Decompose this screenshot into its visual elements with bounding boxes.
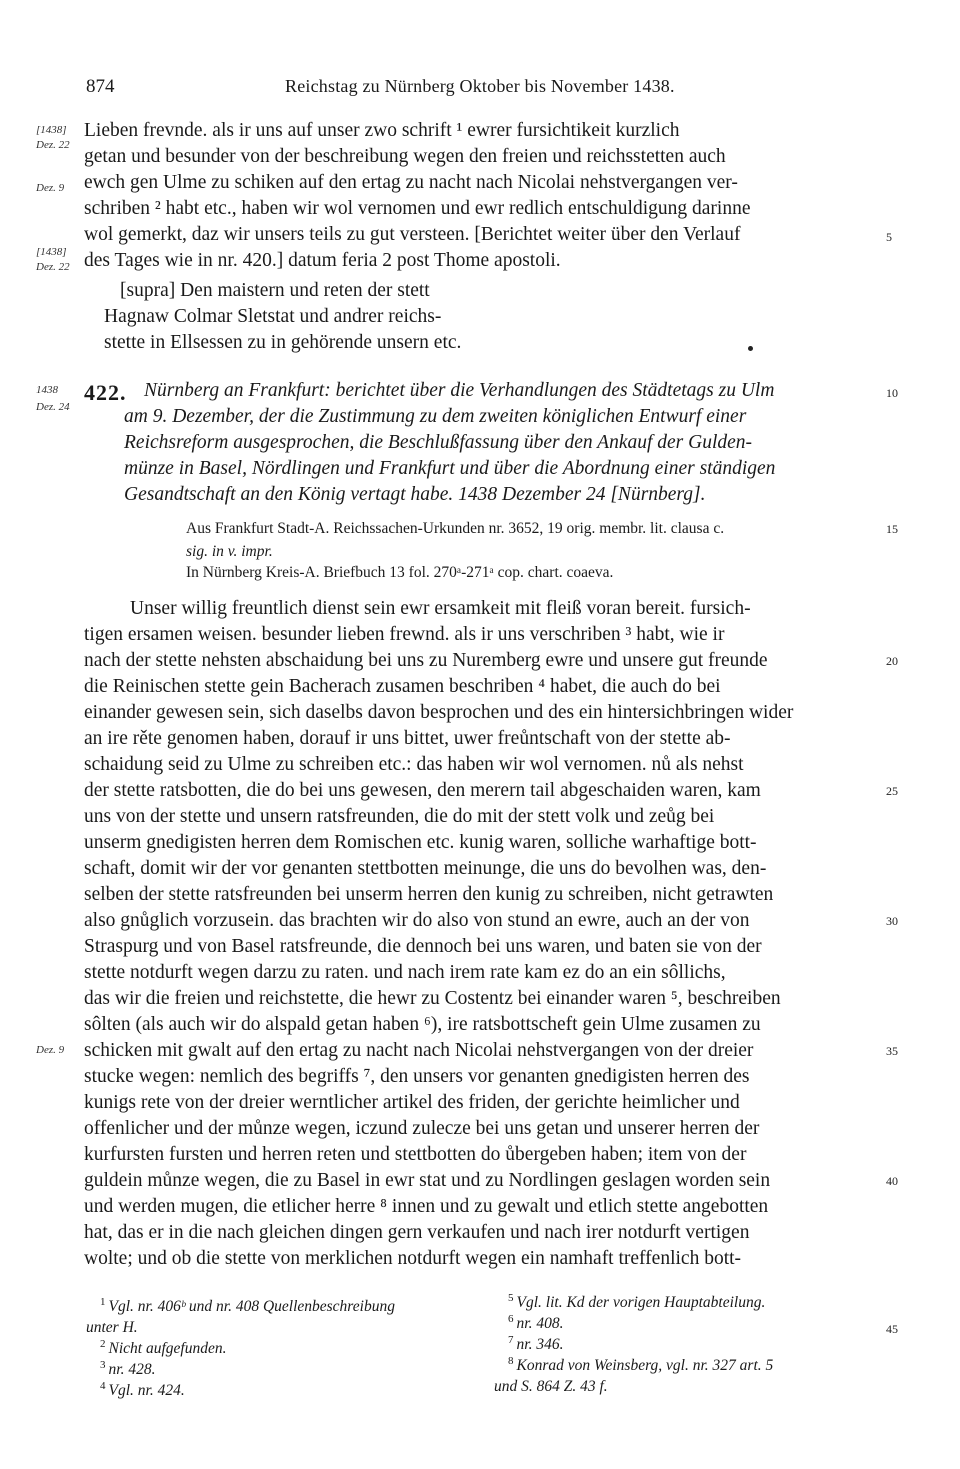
- text-line: hat, das er in die nach gleichen dingen gern verkaufen und nach irer notdurft vertigen: [84, 1222, 750, 1243]
- address-line: stette in Ellsessen zu in gehörende unsern etc.: [104, 332, 462, 353]
- summary-line: am 9. Dezember, der die Zustimmung zu dem zweiten königlichen Entwurf einer: [124, 406, 747, 427]
- footnote: [508, 1334, 563, 1357]
- footnote: [100, 1359, 155, 1382]
- source-line: sig. in v. impr.: [186, 543, 273, 560]
- text-line: schriben ² habt etc., haben wir wol vernomen und ewr redlich entschuldigung darinne: [84, 198, 751, 219]
- text-line: selben der stette ratsfreunden bei unserm herren den kunig zu schreiben, nicht getrawten: [84, 884, 774, 905]
- footnote-continuation: und S. 864 Z. 43 f.: [494, 1378, 608, 1395]
- footnote-mark: 3: [100, 1359, 106, 1371]
- footnote-text: Konrad von Weinsberg, vgl. nr. 327 art. 5: [516, 1357, 774, 1374]
- text-line: Lieben frevnde. als ir uns auf unser zwo schrift ¹ ewrer fursichtikeit kurzlich: [84, 120, 680, 141]
- text-line: der stette ratsbotten, die do bei uns gewesen, den merern tail abgeschaiden waren, kam: [84, 780, 761, 801]
- line-number: 40: [886, 1174, 898, 1188]
- margin-date-day: Dez. 22: [36, 261, 70, 273]
- footnote-text: nr. 408.: [516, 1315, 564, 1332]
- line-number: 20: [886, 654, 898, 668]
- text-line: und werden mugen, die etlicher herre ⁸ innen und zu gewalt und etlich stette angebotten: [84, 1196, 769, 1217]
- ink-spot: [748, 346, 753, 351]
- summary-line: Nürnberg an Frankfurt: berichtet über die Verhandlungen des Städtetags zu Ulm: [144, 380, 775, 401]
- text-line: schaft, domit wir der vor genanten stettbotten meinunge, die uns do bevolhen was, den-: [84, 858, 767, 879]
- line-number: 45: [886, 1322, 898, 1336]
- margin-date-year: [1438]: [36, 246, 67, 258]
- margin-date-day: Dez. 9: [36, 182, 65, 194]
- document-number: 422.: [84, 380, 127, 405]
- text-line: das wir die freien und reichstette, die hewr zu Costentz bei einander waren ⁵, beschreiben: [84, 988, 781, 1009]
- margin-date-year: 1438: [36, 384, 58, 396]
- text-line: also gnůglich vorzusein. das brachten wir do also von stund an ewre, auch an der von: [84, 910, 750, 931]
- text-line: an ire rěte genomen haben, dorauf ir uns bittet, uwer freůntschaft von der stette ab-: [84, 728, 731, 749]
- text-line: die Reinischen stette gein Bacherach zusamen beschriben ⁴ habet, die auch do bei: [84, 676, 721, 697]
- text-line: kurfursten fursten und herren reten und stettbotten do ůbergeben haben; item von der: [84, 1144, 747, 1165]
- footnote-mark: 8: [508, 1355, 514, 1367]
- text-line: des Tages wie in nr. 420.] datum feria 2 post Thome apostoli.: [84, 250, 561, 271]
- text-line: Unser willig freuntlich dienst sein ewr ersamkeit mit fleiß voran bereit. fursich-: [130, 598, 751, 619]
- text-line: schicken mit gwalt auf den ertag zu nacht nach Nicolai nehstvergangen von der dreier: [84, 1040, 754, 1061]
- text-line: uns von der stette und unsern ratsfreunden, die do mit der stett volk und zeůg bei: [84, 806, 715, 827]
- text-line: Straspurg und von Basel ratsfreunde, die dennoch bei uns waren, und baten sie von der: [84, 936, 762, 957]
- text-line: offenlicher und der můnze wegen, iczund zulecze bei uns getan und unserer herren der: [84, 1118, 760, 1139]
- footnote: [100, 1296, 395, 1319]
- text-line: wolte; und ob die stette von merklichen notdurft wegen ein namhaft treffenlich bott-: [84, 1248, 742, 1269]
- text-line: stette notdurft wegen darzu zu raten. und nach irem rate kam ez do an ein sôllichs,: [84, 962, 726, 983]
- margin-date-year: [1438]: [36, 124, 67, 136]
- text-line: kunigs rete von der dreier werntlicher artikel des friden, der gerichte heimlicher und: [84, 1092, 740, 1113]
- line-number: 5: [886, 230, 892, 244]
- footnote-text: Nicht aufgefunden.: [108, 1340, 227, 1357]
- page-number: 874: [86, 76, 115, 97]
- text-line: unserm gnedigisten herren dem Romischen etc. kunig waren, solliche warhaftige bott-: [84, 832, 757, 853]
- line-number: 25: [886, 784, 898, 798]
- footnote-continuation: unter H.: [86, 1319, 138, 1336]
- footnote-text: Vgl. nr. 406ᵇ und nr. 408 Quellenbeschreibung: [108, 1298, 395, 1315]
- footnote-text: Vgl. nr. 424.: [108, 1382, 185, 1399]
- footnote: [508, 1292, 765, 1315]
- text-line: getan und besunder von der beschreibung wegen den freien und reichsstetten auch: [84, 146, 726, 167]
- footnote-mark: 7: [508, 1334, 514, 1346]
- footnote-mark: 1: [100, 1296, 106, 1308]
- text-line: tigen ersamen weisen. besunder lieben frewnd. als ir uns verschriben ³ habt, wie ir: [84, 624, 725, 645]
- footnote: [100, 1338, 226, 1361]
- margin-date-day: Dez. 22: [36, 139, 70, 151]
- address-line: [supra] Den maistern und reten der stett: [120, 280, 430, 301]
- text-line: guldein můnze wegen, die zu Basel in ewr stat und zu Nordlingen geslagen worden sein: [84, 1170, 771, 1191]
- footnote: [100, 1380, 185, 1403]
- footnote-text: nr. 428.: [108, 1361, 156, 1378]
- margin-date-day: Dez. 24: [36, 401, 70, 413]
- footnote: [508, 1313, 563, 1336]
- running-title: Reichstag zu Nürnberg Oktober bis November 1438.: [285, 76, 675, 96]
- text-line: einander gewesen sein, sich daselbs davon besprochen und des ein hintersichbringen wider: [84, 702, 794, 723]
- text-line: ewch gen Ulme zu schiken auf den ertag zu nacht nach Nicolai nehstvergangen ver-: [84, 172, 738, 193]
- line-number: 10: [886, 386, 898, 400]
- line-number: 15: [886, 522, 898, 536]
- address-line: Hagnaw Colmar Sletstat und andrer reichs-: [104, 306, 442, 327]
- source-line: Aus Frankfurt Stadt-A. Reichssachen-Urkunden nr. 3652, 19 orig. membr. lit. clausa c.: [186, 520, 725, 537]
- line-number: 35: [886, 1044, 898, 1058]
- summary-line: münze in Basel, Nördlingen und Frankfurt und über die Abordnung einer ständigen: [124, 458, 776, 479]
- summary-line: Reichsreform ausgesprochen, die Beschlußfassung über den Ankauf der Gulden-: [124, 432, 753, 453]
- margin-date-day: Dez. 9: [36, 1044, 65, 1056]
- footnote-text: Vgl. lit. Kd der vorigen Hauptabteilung.: [516, 1294, 766, 1311]
- text-line: wol gemerkt, daz wir unsers teils zu gut versteen. [Berichtet weiter über den Verlauf: [84, 224, 741, 245]
- text-line: schaidung seid zu Ulme zu schreiben etc.: das haben wir wol vernomen. nů als nehst: [84, 754, 744, 775]
- text-line: stucke wegen: nemlich des begriffs ⁷, den unsers vor genanten gnedigisten herren des: [84, 1066, 750, 1087]
- footnote-mark: 2: [100, 1338, 106, 1350]
- text-line: sôlten (als auch wir do alspald getan haben ⁶), ire ratsbottscheft gein Ulme zusamen zu: [84, 1014, 761, 1035]
- footnote: [508, 1355, 773, 1378]
- footnote-mark: 4: [100, 1380, 106, 1392]
- text-line: nach der stette nehsten abschaidung bei uns zu Nuremberg ewre und unsere gut freunde: [84, 650, 768, 671]
- line-number: 30: [886, 914, 898, 928]
- summary-line: Gesandtschaft an den König vertagt habe. 1438 Dezember 24 [Nürnberg].: [124, 484, 706, 505]
- footnote-mark: 5: [508, 1292, 514, 1304]
- footnote-mark: 6: [508, 1313, 514, 1325]
- footnote-text: nr. 346.: [516, 1336, 564, 1353]
- source-line: In Nürnberg Kreis-A. Briefbuch 13 fol. 270ᵃ-271ᵃ cop. chart. coaeva.: [186, 564, 614, 581]
